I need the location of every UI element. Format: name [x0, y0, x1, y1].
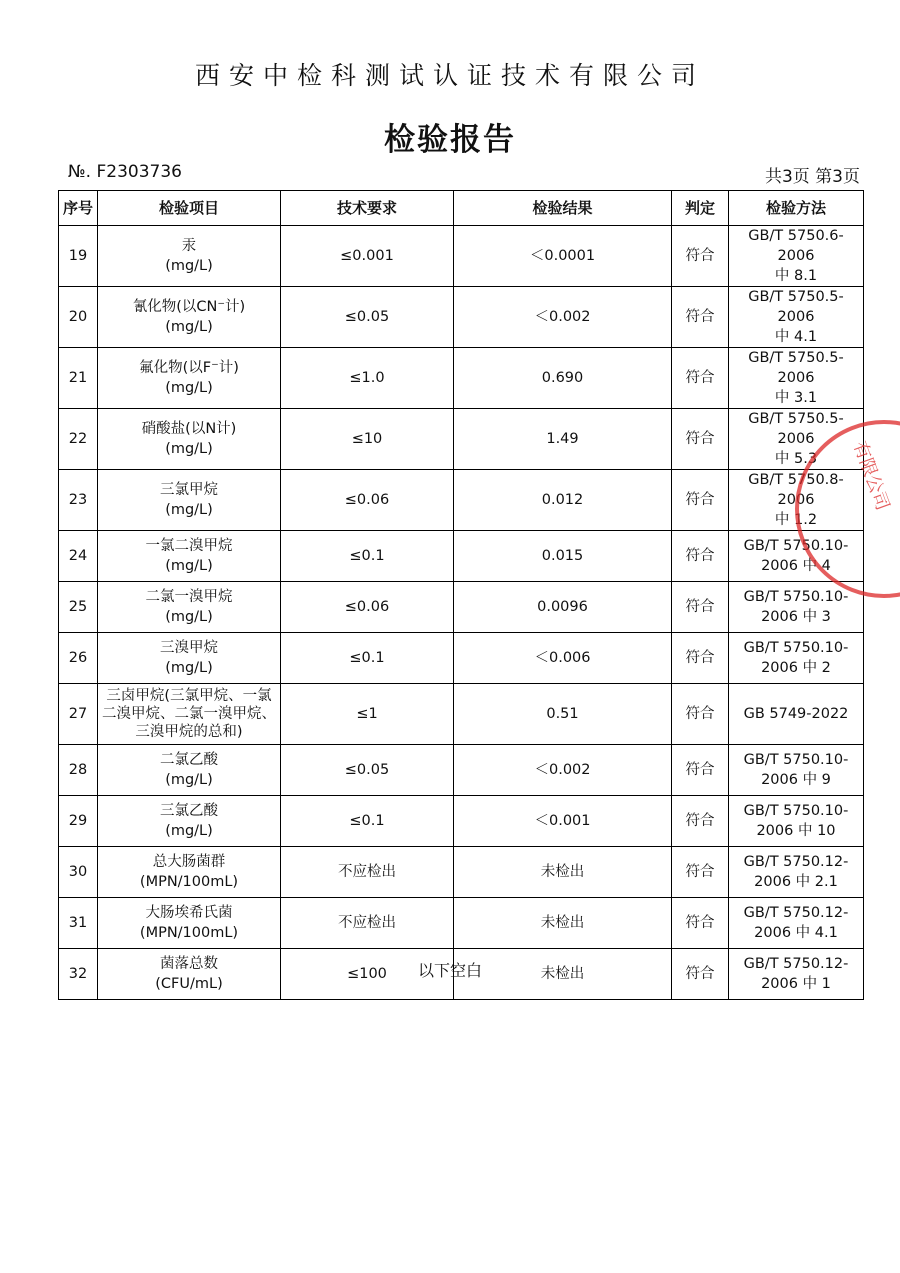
cell-no: 25 — [59, 582, 98, 633]
cell-requirement: ≤0.1 — [281, 633, 454, 684]
cell-method: GB 5749-2022 — [729, 684, 864, 745]
cell-no: 24 — [59, 531, 98, 582]
cell-method: GB/T 5750.12- 2006 中 1 — [729, 949, 864, 1000]
table-row — [59, 470, 864, 531]
column-header-verdict: 判定 — [672, 191, 729, 226]
cell-verdict: 符合 — [672, 470, 729, 531]
cell-requirement: ≤100 — [281, 949, 454, 1000]
cell-no: 32 — [59, 949, 98, 1000]
cell-no: 20 — [59, 287, 98, 348]
table-row — [59, 796, 864, 847]
cell-requirement: ≤0.05 — [281, 745, 454, 796]
table-row — [59, 226, 864, 287]
cell-no: 27 — [59, 684, 98, 745]
table-header-row — [59, 191, 864, 226]
cell-verdict: 符合 — [672, 287, 729, 348]
cell-requirement: ≤0.05 — [281, 287, 454, 348]
cell-item: 大肠埃希氏菌 (MPN/100mL) — [98, 898, 281, 949]
cell-method: GB/T 5750.10- 2006 中 2 — [729, 633, 864, 684]
table-row — [59, 684, 864, 745]
results-body — [59, 226, 864, 1000]
cell-method: GB/T 5750.10- 2006 中 4 — [729, 531, 864, 582]
column-header-no: 序号 — [59, 191, 98, 226]
end-of-report-note: 以下空白 — [417, 961, 482, 980]
cell-verdict: 符合 — [672, 684, 729, 745]
cell-verdict: 符合 — [672, 531, 729, 582]
cell-result: 0.0096 — [454, 582, 672, 633]
table-row — [59, 633, 864, 684]
cell-method: GB/T 5750.12- 2006 中 4.1 — [729, 898, 864, 949]
cell-requirement: ≤0.06 — [281, 582, 454, 633]
cell-item: 三氯乙酸 (mg/L) — [98, 796, 281, 847]
report-number: №. F2303736 — [68, 162, 182, 182]
cell-method: GB/T 5750.10- 2006 中 3 — [729, 582, 864, 633]
cell-method: GB/T 5750.10- 2006 中 10 — [729, 796, 864, 847]
cell-item: 三溴甲烷 (mg/L) — [98, 633, 281, 684]
cell-result: 0.690 — [454, 348, 672, 409]
cell-verdict: 符合 — [672, 745, 729, 796]
cell-result: ＜0.001 — [454, 796, 672, 847]
table-row — [59, 348, 864, 409]
cell-no: 30 — [59, 847, 98, 898]
cell-requirement: 不应检出 — [281, 847, 454, 898]
cell-requirement: ≤10 — [281, 409, 454, 470]
cell-item: 二氯一溴甲烷 (mg/L) — [98, 582, 281, 633]
cell-item: 硝酸盐(以N计) (mg/L) — [98, 409, 281, 470]
cell-requirement: ≤1 — [281, 684, 454, 745]
cell-requirement: ≤0.001 — [281, 226, 454, 287]
cell-requirement: 不应检出 — [281, 898, 454, 949]
cell-item: 一氯二溴甲烷 (mg/L) — [98, 531, 281, 582]
cell-result: 未检出 — [454, 949, 672, 1000]
cell-no: 28 — [59, 745, 98, 796]
page-indicator: 共3页 第3页 — [764, 167, 860, 187]
column-header-item: 检验项目 — [98, 191, 281, 226]
cell-method: GB/T 5750.5-2006 中 5.3 — [729, 409, 864, 470]
report-title: 检验报告 — [384, 122, 516, 158]
cell-method: GB/T 5750.10- 2006 中 9 — [729, 745, 864, 796]
column-header-result: 检验结果 — [454, 191, 672, 226]
table-row — [59, 898, 864, 949]
cell-no: 22 — [59, 409, 98, 470]
cell-result: ＜0.002 — [454, 287, 672, 348]
cell-method: GB/T 5750.6-2006 中 8.1 — [729, 226, 864, 287]
cell-requirement: ≤0.1 — [281, 796, 454, 847]
column-header-method: 检验方法 — [729, 191, 864, 226]
cell-requirement: ≤0.1 — [281, 531, 454, 582]
cell-item: 氟化物(以F⁻计) (mg/L) — [98, 348, 281, 409]
cell-verdict: 符合 — [672, 633, 729, 684]
cell-no: 19 — [59, 226, 98, 287]
cell-no: 29 — [59, 796, 98, 847]
cell-verdict: 符合 — [672, 847, 729, 898]
table-row — [59, 582, 864, 633]
cell-verdict: 符合 — [672, 898, 729, 949]
cell-verdict: 符合 — [672, 348, 729, 409]
cell-item: 二氯乙酸 (mg/L) — [98, 745, 281, 796]
table-row — [59, 409, 864, 470]
cell-result: 0.015 — [454, 531, 672, 582]
table-row — [59, 847, 864, 898]
cell-result: ＜0.006 — [454, 633, 672, 684]
cell-method: GB/T 5750.12- 2006 中 2.1 — [729, 847, 864, 898]
cell-result: ＜0.002 — [454, 745, 672, 796]
cell-method: GB/T 5750.8-2006 中 1.2 — [729, 470, 864, 531]
cell-no: 23 — [59, 470, 98, 531]
results-table — [58, 190, 864, 1000]
cell-result: 0.51 — [454, 684, 672, 745]
cell-item: 总大肠菌群 (MPN/100mL) — [98, 847, 281, 898]
cell-verdict: 符合 — [672, 409, 729, 470]
cell-no: 21 — [59, 348, 98, 409]
table-row — [59, 745, 864, 796]
cell-requirement: ≤1.0 — [281, 348, 454, 409]
cell-requirement: ≤0.06 — [281, 470, 454, 531]
cell-verdict: 符合 — [672, 796, 729, 847]
cell-method: GB/T 5750.5-2006 中 3.1 — [729, 348, 864, 409]
cell-method: GB/T 5750.5-2006 中 4.1 — [729, 287, 864, 348]
cell-item: 菌落总数 (CFU/mL) — [98, 949, 281, 1000]
cell-item: 三卤甲烷(三氯甲烷、一氯 二溴甲烷、二氯一溴甲烷、 三溴甲烷的总和) — [98, 684, 281, 745]
cell-verdict: 符合 — [672, 949, 729, 1000]
cell-item: 三氯甲烷 (mg/L) — [98, 470, 281, 531]
cell-result: 1.49 — [454, 409, 672, 470]
table-row — [59, 531, 864, 582]
table-row — [59, 287, 864, 348]
company-name: 西安中检科测试认证技术有限公司 — [194, 61, 705, 90]
cell-item: 汞 (mg/L) — [98, 226, 281, 287]
column-header-requirement: 技术要求 — [281, 191, 454, 226]
cell-verdict: 符合 — [672, 226, 729, 287]
cell-item: 氰化物(以CN⁻计) (mg/L) — [98, 287, 281, 348]
cell-no: 31 — [59, 898, 98, 949]
cell-verdict: 符合 — [672, 582, 729, 633]
cell-result: 未检出 — [454, 898, 672, 949]
cell-no: 26 — [59, 633, 98, 684]
cell-result: 0.012 — [454, 470, 672, 531]
cell-result: 未检出 — [454, 847, 672, 898]
cell-result: ＜0.0001 — [454, 226, 672, 287]
official-seal-text: 有限公司 — [848, 438, 894, 514]
